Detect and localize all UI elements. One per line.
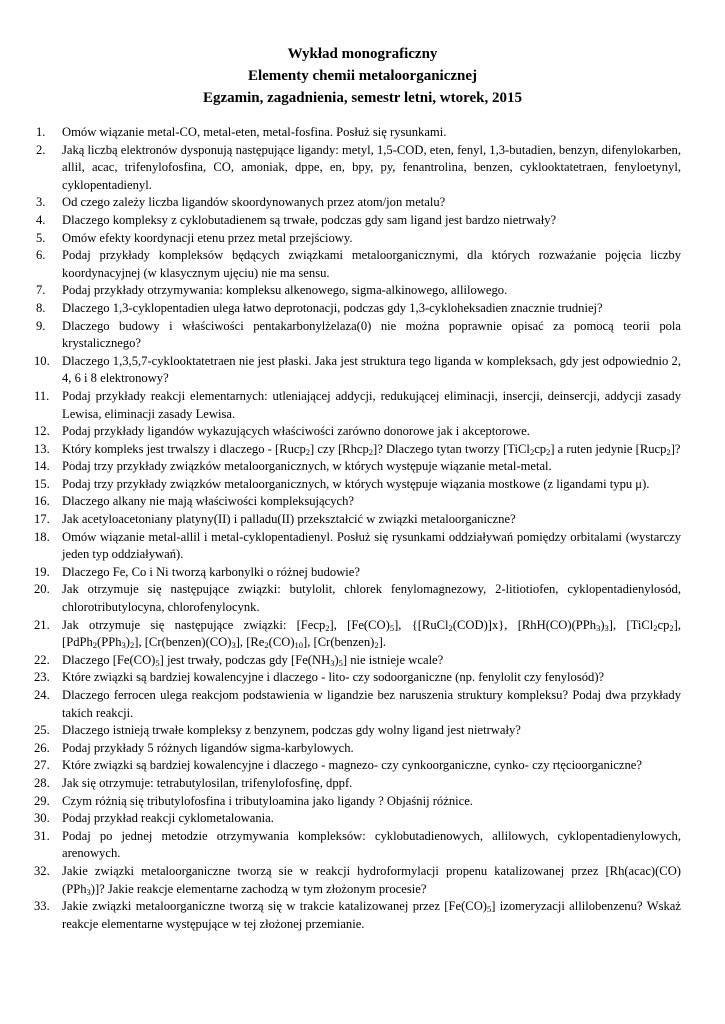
question-number: 28. <box>34 775 50 790</box>
question-item <box>36 529 681 564</box>
subscript: 2 <box>374 640 379 651</box>
question-text <box>62 618 681 650</box>
text-run: ], [Cr(benzen)(CO) <box>134 635 232 650</box>
question-item <box>36 898 681 933</box>
text-run: ]? <box>670 441 681 456</box>
question-text: Omów wiązanie metal-CO, metal-eten, metal-fosfina. Posłuż się rysunkami. <box>62 125 447 139</box>
question-text: Dlaczego 1,3-cyklopentadien ulega łatwo deprotonacji, podczas gdy 1,3-cykloheksadien znacznie trudniej? <box>62 300 603 315</box>
subscript: 2 <box>653 622 658 633</box>
question-text: Podaj przykłady 5 różnych ligandów sigma-karbylowych. <box>62 740 354 755</box>
text-run: ], [Fe(CO) <box>329 617 390 632</box>
question-text: Które związki są bardziej kowalencyjne i dlaczego - magnezo- czy cynkoorganiczne, cynko- czy rtęcioorganiczne? <box>62 758 642 773</box>
question-number: 18. <box>34 529 50 544</box>
question-number: 10. <box>34 353 50 368</box>
question-item <box>36 669 681 687</box>
question-text <box>62 899 681 931</box>
question-number: 22. <box>34 652 50 667</box>
text-run: Jak otrzymuje się następujące związki: [Fecp <box>62 617 326 632</box>
subscript: 2 <box>368 446 374 457</box>
question-number: 11. <box>34 388 50 403</box>
text-run: Jakie związki metaloorganiczne tworzą sie w reakcji hydroformylacji propenu katalizowanej przez [Rh(acac)(CO)(PPh <box>62 863 681 896</box>
question-number: 23. <box>34 670 50 685</box>
subscript: 3 <box>596 622 601 633</box>
question-text: Od czego zależy liczba ligandów skoordynowanych przez atom/jon metalu? <box>62 195 446 210</box>
subscript: 2 <box>325 622 330 633</box>
question-text: Omów efekty koordynacji etenu przez metal przejściowy. <box>62 230 353 245</box>
question-item <box>36 212 681 230</box>
question-number: 27. <box>34 758 50 773</box>
question-text: Czym różnią się tributylofosfina i tributyloamina jako ligandy ? Objaśnij różnice. <box>62 793 473 808</box>
question-text: Jaką liczbą elektronów dysponują następujące ligandy: metyl, 1,5-COD, eten, fenyl, 1,3-butadien, benzyn, difenylokarben, allil, acac, trifenylofosfina, CO, amoniak, dppe, en, bpy, py, fenantrolina, benzen, cyklooktatetraen, fenyloetynyl, cyklopentadienyl. <box>62 142 681 192</box>
text-run: ], [PdPh <box>62 617 681 650</box>
question-text: Podaj trzy przykłady związków metaloorganicznych, w których występuje wiązanie metal-metal. <box>62 459 552 474</box>
question-item <box>36 722 681 740</box>
question-text: Dlaczego 1,3,5,7-cyklooktatetraen nie jest płaski. Jaka jest struktura tego liganda w kompleksach, gdy jest odpowiednio 2, 4, 6 i 8 elektronowy? <box>62 353 681 386</box>
question-text: Dlaczego budowy i właściwości pentakarbonylżelaza(0) nie można poprawnie opisać za pomocą teorii pola krystalicznego? <box>62 318 681 351</box>
question-number: 30. <box>34 811 50 826</box>
question-text: Dlaczego ferrocen ulega reakcjom podstawienia w ligandzie bez naruszenia struktury kompleksu? Podaj dwa przykłady takich reakcji. <box>62 688 681 720</box>
question-item <box>36 793 681 811</box>
question-item <box>36 740 681 758</box>
text-run: ], [TiCl <box>608 617 654 632</box>
exam-title: Egzamin, zagadnienia, semestr letni, wtorek, 2015 <box>202 90 522 106</box>
question-item <box>36 142 681 195</box>
text-run: ]. <box>378 635 386 650</box>
subscript: 10 <box>294 640 304 651</box>
subscript: 2 <box>305 446 311 457</box>
question-number: 25. <box>34 723 50 738</box>
question-text <box>62 653 443 667</box>
question-text: Podaj przykłady kompleksów będących związkami metaloorganicznymi, dla których rozważanie pojęcia liczby koordynacyjnej (w klasycznym ujęciu) nie ma sensu. <box>62 248 681 280</box>
text-run: cp <box>534 441 547 456</box>
text-run: ] izomeryzacji allilobenzenu? Wskaż reakcje elementarne występujące w tej złożonej przemianie. <box>62 899 681 931</box>
question-number: 13. <box>34 441 50 456</box>
subscript: 3 <box>604 622 609 633</box>
question-number: 14. <box>34 459 50 474</box>
text-run: cp <box>657 617 670 632</box>
subscript: 5 <box>486 904 492 915</box>
subscript: 3 <box>330 657 335 668</box>
text-run: (CO) <box>268 635 295 650</box>
subscript: 2 <box>448 622 453 633</box>
text-run: )]? Jakie reakcje elementarne zachodzą w tym złożonym procesie? <box>90 881 427 896</box>
question-item <box>36 318 681 353</box>
question-text: Jak acetyloacetoniany platyny(II) i palladu(II) przekształcić w związki metaloorganiczne? <box>62 512 516 527</box>
question-text: Podaj przykłady ligandów wykazujących właściwości zarówno donorowe jak i akceptorowe. <box>62 424 530 439</box>
question-list <box>36 124 681 933</box>
subscript: 3 <box>121 640 126 651</box>
text-run: Jakie związki metaloorganiczne tworzą się w trakcie katalizowanej przez [Fe(CO) <box>62 899 487 914</box>
question-number: 8. <box>36 300 46 315</box>
text-run: ] a ruten jedynie [Rucp <box>550 441 667 456</box>
question-text: Podaj przykłady reakcji elementarnych: utleniającej addycji, redukującej eliminacji, insercji, deinsercji, addycji zasady Lewisa, eliminacji zasady Lewisa. <box>62 388 681 421</box>
subscript: 3 <box>86 886 91 897</box>
question-text: Podaj po jednej metodzie otrzymywania kompleksów: cyklobutadienowych, allilowych, cyklopentadienylowych, arenowych. <box>62 828 681 861</box>
question-number: 7. <box>36 283 46 298</box>
question-item <box>36 828 681 863</box>
question-item <box>36 282 681 300</box>
subscript: 2 <box>264 640 269 651</box>
text-run: ) <box>600 617 605 632</box>
question-item <box>36 230 681 248</box>
subscript: 5 <box>389 622 395 633</box>
subscript: 2 <box>669 622 674 633</box>
question-item <box>36 810 681 828</box>
subscript: 2 <box>666 446 671 457</box>
question-item <box>36 757 681 775</box>
subscript: 5 <box>338 657 343 668</box>
text-run: ] jest trwały, podczas gdy [Fe(NH <box>159 652 331 667</box>
question-item <box>36 300 681 318</box>
question-number: 12. <box>34 424 50 439</box>
text-run: ], [Cr(benzen) <box>303 635 375 650</box>
question-number: 6. <box>36 248 46 263</box>
text-run: Dlaczego [Fe(CO) <box>62 652 156 667</box>
question-number: 15. <box>34 476 50 491</box>
text-run: ) <box>334 652 339 667</box>
question-item <box>36 124 681 142</box>
subscript: 5 <box>155 657 160 668</box>
course-title: Elementy chemii metaloorganicznej <box>247 68 478 84</box>
question-item <box>36 194 681 212</box>
question-number: 17. <box>34 512 50 527</box>
text-run: ] czy [Rhcp <box>310 441 369 456</box>
question-number: 9. <box>36 318 46 333</box>
question-number: 4. <box>36 212 46 227</box>
question-number: 19. <box>34 564 50 579</box>
question-item <box>36 247 681 282</box>
question-item <box>36 458 681 476</box>
question-text: Jak się otrzymuje: tetrabutylosilan, trifenylofosfinę, dppf. <box>62 775 353 790</box>
question-number: 33. <box>34 899 50 914</box>
question-number: 3. <box>36 195 46 210</box>
question-item <box>36 353 681 388</box>
text-run: ) <box>125 635 130 650</box>
question-item <box>36 423 681 441</box>
question-number: 29. <box>34 793 50 808</box>
subscript: 2 <box>92 640 98 651</box>
text-run: Który kompleks jest trwalszy i dlaczego - [Rucp <box>62 441 306 456</box>
question-text: Omów wiązanie metal-allil i metal-cyklopentadienyl. Posłuż się rysunkami oddziaływań pomiędzy orbitalami (wystarczy jeden typ oddziaływań). <box>62 529 681 562</box>
subscript: 2 <box>130 640 135 651</box>
question-item <box>36 687 681 722</box>
question-item <box>36 775 681 793</box>
question-number: 16. <box>34 494 50 509</box>
question-number: 20. <box>34 582 50 597</box>
question-text <box>62 442 680 456</box>
question-text <box>62 864 681 896</box>
text-run: ], [Re <box>235 635 265 650</box>
text-run: ] nie istnieje wcale? <box>342 652 444 667</box>
question-number: 24. <box>34 688 50 702</box>
question-text: Dlaczego Fe, Co i Ni tworzą karbonylki o różnej budowie? <box>62 564 360 579</box>
question-number: 21. <box>34 617 50 632</box>
question-item <box>36 476 681 494</box>
question-item <box>36 511 681 529</box>
question-item <box>36 863 681 898</box>
question-item <box>36 617 681 652</box>
question-item <box>36 388 681 423</box>
question-item <box>36 581 681 616</box>
question-text: Dlaczego alkany nie mają właściwości kompleksujących? <box>62 494 354 509</box>
text-run: ], {[RuCl <box>394 617 449 632</box>
question-item <box>36 493 681 511</box>
subscript: 3 <box>231 640 236 651</box>
subscript: 2 <box>529 446 535 457</box>
question-text: Które związki są bardziej kowalencyjne i dlaczego - lito- czy sodoorganiczne (np. fenylolit czy fenylosód)? <box>62 670 605 685</box>
subscript: 2 <box>546 446 551 457</box>
question-item <box>36 652 681 670</box>
lecture-title: Wykład monograficzny <box>287 46 438 62</box>
question-text: Podaj trzy przykłady związków metaloorganicznych, w których występuje wiązania mostkowe (z ligandami typu μ). <box>62 476 650 491</box>
question-item <box>36 564 681 582</box>
question-number: 1. <box>36 125 46 139</box>
question-number: 32. <box>34 863 50 878</box>
question-text: Dlaczego kompleksy z cyklobutadienem są trwałe, podczas gdy sam ligand jest bardzo nietrwały? <box>62 212 557 227</box>
question-item <box>36 441 681 459</box>
text-run: (PPh <box>97 635 122 650</box>
question-text: Dlaczego istnieją trwałe kompleksy z benzynem, podczas gdy wolny ligand jest nietrwały? <box>62 723 521 738</box>
question-text: Podaj przykład reakcji cyklometalowania. <box>62 811 274 826</box>
question-number: 26. <box>34 740 50 755</box>
question-number: 5. <box>36 230 46 245</box>
question-text: Podaj przykłady otrzymywania: kompleksu alkenowego, sigma-alkinowego, allilowego. <box>62 283 508 298</box>
question-text: Jak otrzymuje się następujące związki: butylolit, chlorek fenylomagnezowy, 2-litiotiofen, cyklopentadienylosód, chlorotributylocyna, chlorofenylocynk. <box>62 582 681 615</box>
text-run: (COD)]x}, [RhH(CO)(PPh <box>452 617 597 632</box>
question-number: 2. <box>36 142 46 157</box>
question-number: 31. <box>34 828 50 843</box>
text-run: ]? Dlaczego tytan tworzy [TiCl <box>373 441 530 456</box>
document-header <box>0 43 725 109</box>
